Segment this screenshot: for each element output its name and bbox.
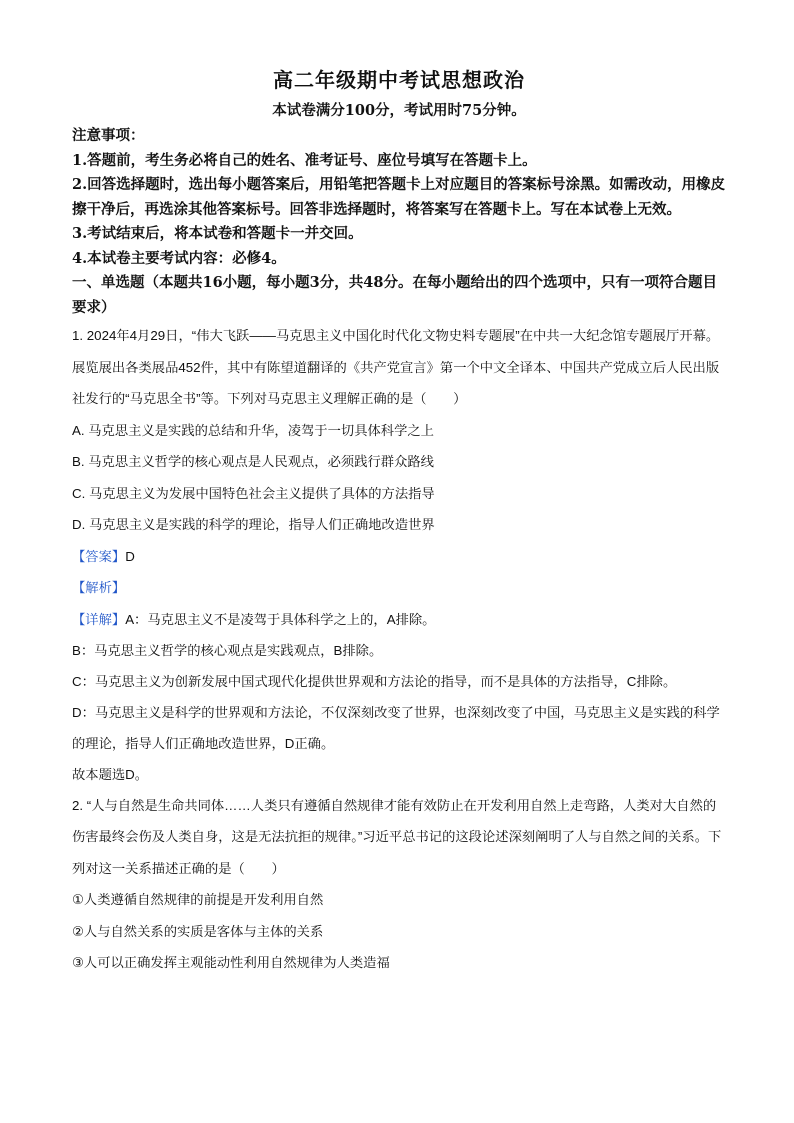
detail-conclusion: 故本题选D。 (72, 766, 149, 782)
question-1 (72, 320, 726, 790)
question-1-option-b: B. 马克思主义哲学的核心观点是人民观点，必须践行群众路线 (72, 454, 434, 469)
question-2 (72, 790, 726, 979)
detail-tag: 【详解】 (72, 611, 126, 627)
question-2-stem: 2. “人与自然是生命共同体……人类只有遵循自然规律才能有效防止在开发利用自然上走弯路，人类对大自然的伤害最终会伤及人类自身，这是无法抗拒的规律。”习近平总书记的这段论述深刻阐明了人与自然之间的关系。下列对这一关系描述正确的是（ ） (72, 797, 722, 876)
detail-line-a (72, 604, 726, 635)
answer-tag: 【答案】 (72, 548, 126, 564)
notes-item-3: 3.考试结束后，将本试卷和答题卡一并交回。 (72, 225, 363, 242)
question-2-option-1: ①人类遵循自然规律的前提是开发利用自然 (72, 892, 324, 907)
notes-section (72, 124, 726, 271)
notes-item-1: 1.答题前，考生务必将自己的姓名、准考证号、座位号填写在答题卡上。 (72, 151, 537, 169)
question-1-option-d: D. 马克思主义是实践的科学的理论，指导人们正确地改造世界 (72, 517, 435, 532)
exam-page (72, 66, 726, 979)
exam-title: 高二年级期中考试思想政治 (273, 68, 525, 92)
detail-line-c: C：马克思主义为创新发展中国式现代化提供世界观和方法论的指导，而不是具体的方法指导，C排除。 (72, 673, 677, 689)
exam-subtitle: 本试卷满分100分，考试用时75分钟。 (272, 102, 526, 119)
detail-line-b: B：马克思主义哲学的核心观点是实践观点，B排除。 (72, 642, 383, 658)
question-1-option-a: A. 马克思主义是实践的总结和升华，凌驾于一切具体科学之上 (72, 422, 434, 438)
answer-line (72, 541, 726, 573)
notes-item-2: 2.回答选择题时，选出每小题答案后，用铅笔把答题卡上对应题目的答案标号涂黑。如需改动，用橡皮擦干净后，再选涂其他答案标号。回答非选择题时，将答案写在答题卡上。写在本试卷上无效。 (72, 176, 726, 218)
question-1-stem: 1. 2024年4月29日，“伟大飞跃——马克思主义中国化时代化文物史料专题展”在中共一大纪念馆专题展厅开幕。展览展出各类展品452件，其中有陈望道翻译的《共产党宣言》第一个中文全译本、中国共产党成立后人民出版社发行的“马克思全书”等。下列对马克思主义理解正确的是（ ） (72, 328, 720, 406)
analysis-line (72, 572, 726, 604)
answer-value: D (125, 548, 135, 564)
question-1-option-c: C. 马克思主义为发展中国特色社会主义提供了具体的方法指导 (72, 485, 435, 501)
detail-text-a: A：马克思主义不是凌驾于具体科学之上的，A排除。 (125, 611, 436, 627)
question-2-option-3: ③人可以正确发挥主观能动性利用自然规律为人类造福 (72, 955, 390, 970)
question-2-option-2: ②人与自然关系的实质是客体与主体的关系 (72, 923, 324, 939)
notes-item-4: 4.本试卷主要考试内容：必修4。 (72, 249, 286, 267)
detail-line-d: D：马克思主义是科学的世界观和方法论，不仅深刻改变了世界，也深刻改变了中国，马克思主义是实践的科学的理论，指导人们正确地改造世界，D正确。 (72, 704, 720, 751)
notes-heading: 注意事项： (72, 127, 145, 144)
analysis-tag: 【解析】 (72, 580, 126, 595)
section-heading: 一、单选题（本题共16小题，每小题3分，共48分。在每小题给出的四个选项中，只有一项符合题目要求） (72, 274, 717, 316)
